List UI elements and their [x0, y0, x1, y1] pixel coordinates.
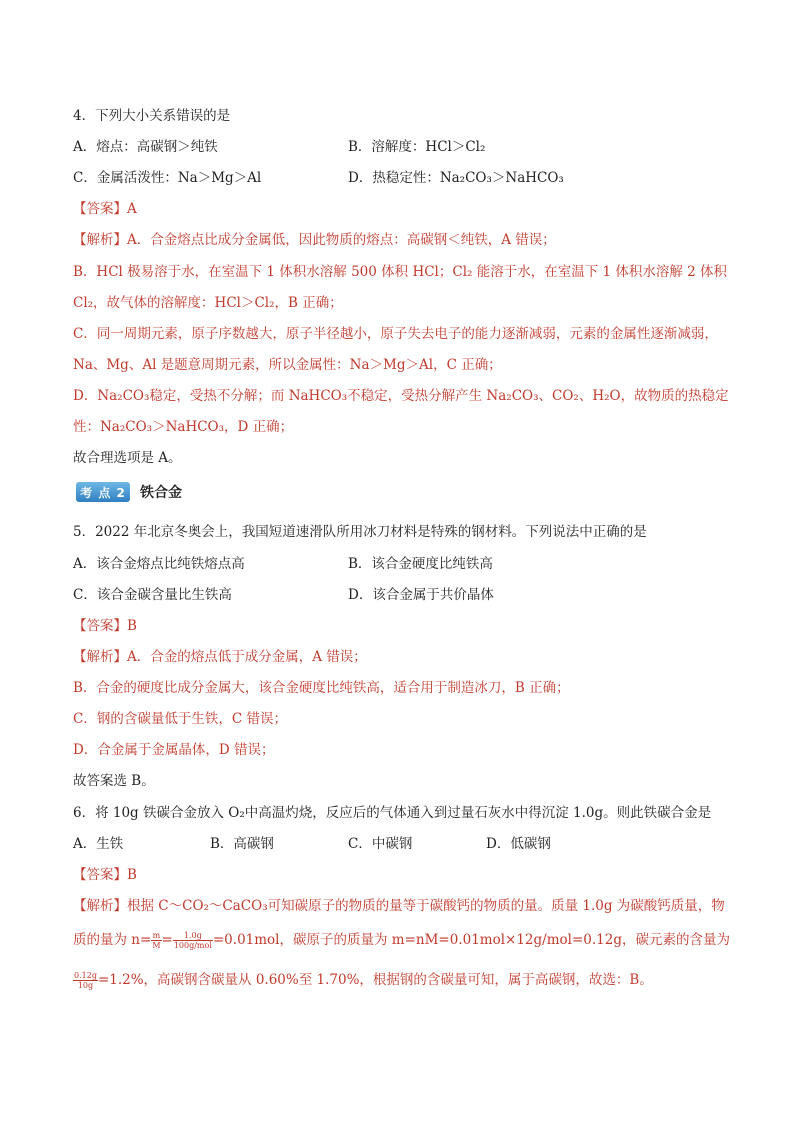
- q5-analysis-line-1: 【解析】A．合金的熔点低于成分金属，A 错误；: [73, 649, 367, 665]
- q4-analysis-line-5: Na、Mg、Al 是题意周期元素，所以金属性：Na＞Mg＞Al，C 正确；: [73, 357, 502, 373]
- q4-analysis-line-2: B．HCl 极易溶于水，在室温下 1 体积水溶解 500 体积 HCl；Cl₂ 能溶于水，在室温下 1 体积水溶解 2 体积: [73, 264, 728, 280]
- fraction-numerator: 0.12g: [74, 971, 97, 980]
- q4-answer: 【答案】A: [73, 201, 137, 217]
- fraction-denominator: M: [152, 941, 161, 950]
- q5-answer: 【答案】B: [73, 618, 137, 634]
- fraction-m-over-M: [151, 931, 161, 950]
- section-title: 铁合金: [140, 485, 182, 501]
- q4-stem: 4．下列大小关系错误的是: [73, 108, 231, 124]
- q4-analysis-line-6: D．Na₂CO₃稳定，受热不分解；而 NaHCO₃不稳定，受热分解产生 Na₂CO₃、CO₂、H₂O，故物质的热稳定: [73, 388, 729, 404]
- q4-option-c: C．金属活泼性：Na＞Mg＞Al: [73, 170, 262, 186]
- q6-analysis-line-3: [73, 968, 653, 990]
- q4-conclusion: 故合理选项是 A。: [73, 450, 182, 466]
- q5-stem: 5．2022 年北京冬奥会上，我国短道速滑队所用冰刀材料是特殊的钢材料。下列说法中正确的是: [73, 524, 647, 540]
- q6-analysis-line-3-suffix: =1.2%，高碳钢含碳量从 0.60%至 1.70%，根据钢的含碳量可知，属于高碳钢，故选：B。: [97, 972, 653, 988]
- q6-analysis-line-1: 【解析】根据 C～CO₂～CaCO₃可知碳原子的物质的量等于碳酸钙的物质的量。质量 1.0g 为碳酸钙质量，物: [73, 898, 725, 914]
- q5-option-c: C．该合金碳含量比生铁高: [73, 587, 232, 603]
- fraction-mass-over-molar-mass: [173, 931, 213, 950]
- q5-analysis-line-3: C．钢的含碳量低于生铁，C 错误；: [73, 711, 287, 727]
- q6-analysis-line-2: 质的量为 n= $\frac{m}{M}$ = $\frac{1.0g}{\text{100g/mol}}$ =0.01mol，碳原子的质量为 m=nM=0.01mol×12g/mol=0.12g，碳元素的含量为: [73, 931, 730, 950]
- q5-option-d: D．该合金属于共价晶体: [348, 587, 494, 603]
- q4-option-d: D．热稳定性：Na₂CO₃＞NaHCO₃: [348, 170, 564, 186]
- q6-answer: 【答案】B: [73, 867, 137, 883]
- q6-option-c: C．中碳钢: [348, 836, 413, 852]
- q6-option-b: B．高碳钢: [210, 836, 274, 852]
- q4-analysis-line-4: C．同一周期元素，原子序数越大，原子半径越小，原子失去电子的能力逐渐减弱，元素的金属性逐渐减弱，: [73, 326, 718, 342]
- q6-option-a: A．生铁: [73, 836, 124, 852]
- q4-option-a: A．熔点：高碳钢＞纯铁: [73, 139, 218, 155]
- q4-analysis-line-1: 【解析】A．合金熔点比成分金属低，因此物质的熔点：高碳钢＜纯铁，A 错误；: [73, 232, 556, 248]
- q4-analysis-line-3: Cl₂，故气体的溶解度：HCl＞Cl₂，B 正确；: [73, 295, 343, 311]
- q5-option-a: A．该合金熔点比纯铁熔点高: [73, 556, 245, 572]
- q6-stem: 6．将 10g 铁碳合金放入 O₂中高温灼烧，反应后的气体通入到过量石灰水中得沉淀 1.0g。则此铁碳合金是: [73, 805, 712, 821]
- fraction-numerator: 1.0g: [173, 931, 213, 941]
- q4-analysis-line-7: 性：Na₂CO₃＞NaHCO₃，D 正确；: [73, 419, 294, 435]
- section-badge: 考 点 2: [76, 482, 130, 502]
- q5-conclusion: 故答案选 B。: [73, 773, 155, 789]
- q6-analysis-line-2-prefix: 质的量为 n=: [73, 932, 152, 948]
- q5-analysis-line-2: B．合金的硬度比成分金属大，该合金硬度比纯铁高，适合用于制造冰刀，B 正确；: [73, 680, 570, 696]
- fraction-carbon-content: [73, 971, 98, 990]
- fraction-denominator: 100g/mol: [173, 941, 212, 950]
- q4-option-b: B．溶解度：HCl＞Cl₂: [348, 139, 486, 155]
- q5-option-b: B．该合金硬度比纯铁高: [348, 556, 493, 572]
- fraction-numerator: m: [152, 931, 161, 940]
- q6-analysis-line-2-suffix: =0.01mol，碳原子的质量为 m=nM=0.01mol×12g/mol=0.12g，碳元素的含量为: [212, 932, 730, 948]
- q5-analysis-line-4: D．合金属于金属晶体，D 错误；: [73, 742, 275, 758]
- q6-option-d: D．低碳钢: [486, 836, 551, 852]
- fraction-denominator: 10g: [77, 981, 94, 990]
